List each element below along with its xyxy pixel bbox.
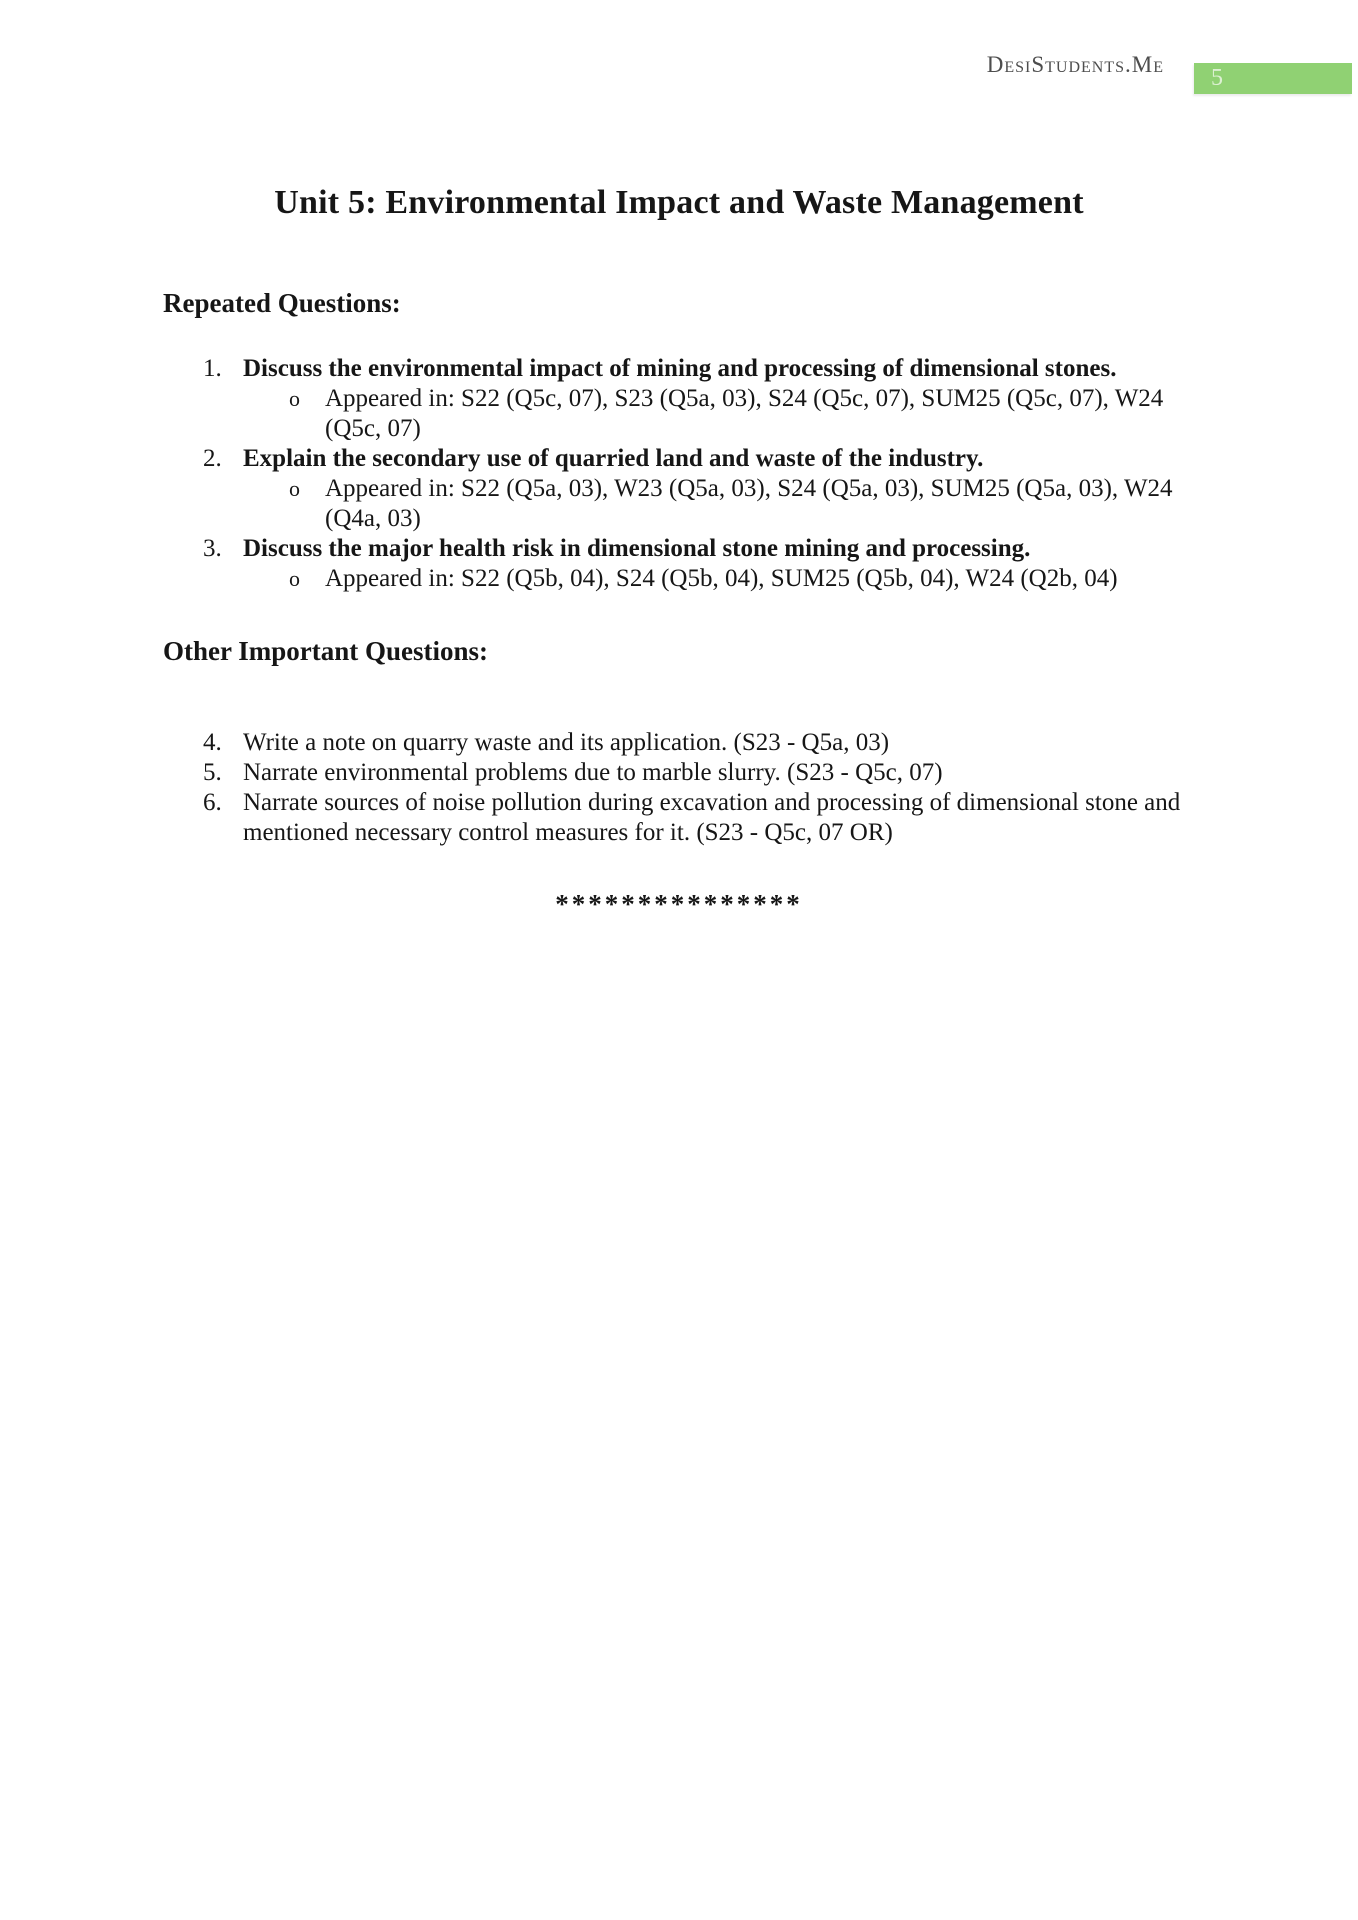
question-text: Discuss the environmental impact of mining and processing of dimensional stones. (243, 355, 1117, 382)
list-item (163, 534, 1223, 564)
question-text: Narrate environmental problems due to marble slurry. (S23 - Q5c, 07) (243, 759, 943, 786)
appeared-in-text: Appeared in: S22 (Q5b, 04), S24 (Q5b, 04), SUM25 (Q5b, 04), W24 (Q2b, 04) (325, 565, 1118, 592)
appeared-in-continuation: (Q5c, 07) (325, 415, 421, 442)
question-text: Write a note on quarry waste and its application. (S23 - Q5a, 03) (243, 729, 890, 756)
appeared-in-text: Appeared in: S22 (Q5c, 07), S23 (Q5a, 03), S24 (Q5c, 07), SUM25 (Q5c, 07), W24 (325, 385, 1164, 412)
list-item (163, 354, 1223, 384)
bullet-circle-icon: o (289, 566, 300, 591)
list-item (163, 444, 1223, 474)
asterisk-separator: *************** (555, 889, 803, 919)
list-item (163, 788, 1223, 818)
other-questions-heading: Other Important Questions: (163, 636, 489, 666)
appeared-in-line (163, 474, 1223, 504)
item-number: 1. (203, 355, 222, 382)
repeated-questions-list (163, 354, 1223, 594)
site-name: DesiStudents.Me (986, 52, 1164, 77)
question-text: Discuss the major health risk in dimensional stone mining and processing. (243, 535, 1031, 562)
question-text: Narrate sources of noise pollution during excavation and processing of dimensional stone and (243, 789, 1181, 816)
item-number: 3. (203, 535, 222, 562)
list-item (163, 758, 1223, 788)
page-number: 5 (1211, 65, 1223, 91)
list-item (163, 728, 1223, 758)
item-number: 4. (203, 729, 222, 756)
page-number-badge (1194, 63, 1352, 94)
appeared-in-line (163, 384, 1223, 414)
item-number: 2. (203, 445, 222, 472)
question-continuation: mentioned necessary control measures for it. (S23 - Q5c, 07 OR) (243, 819, 893, 846)
appeared-in-line (163, 564, 1223, 594)
page-title: Unit 5: Environmental Impact and Waste Management (274, 184, 1084, 221)
bullet-circle-icon: o (289, 386, 300, 411)
appeared-in-text: Appeared in: S22 (Q5a, 03), W23 (Q5a, 03), S24 (Q5a, 03), SUM25 (Q5a, 03), W24 (325, 475, 1173, 502)
repeated-questions-heading: Repeated Questions: (163, 288, 401, 318)
appeared-in-continuation: (Q4a, 03) (325, 505, 421, 532)
question-text: Explain the secondary use of quarried land and waste of the industry. (243, 445, 984, 472)
item-number: 5. (203, 759, 222, 786)
other-questions-list (163, 728, 1223, 848)
bullet-circle-icon: o (289, 476, 300, 501)
item-number: 6. (203, 789, 222, 816)
